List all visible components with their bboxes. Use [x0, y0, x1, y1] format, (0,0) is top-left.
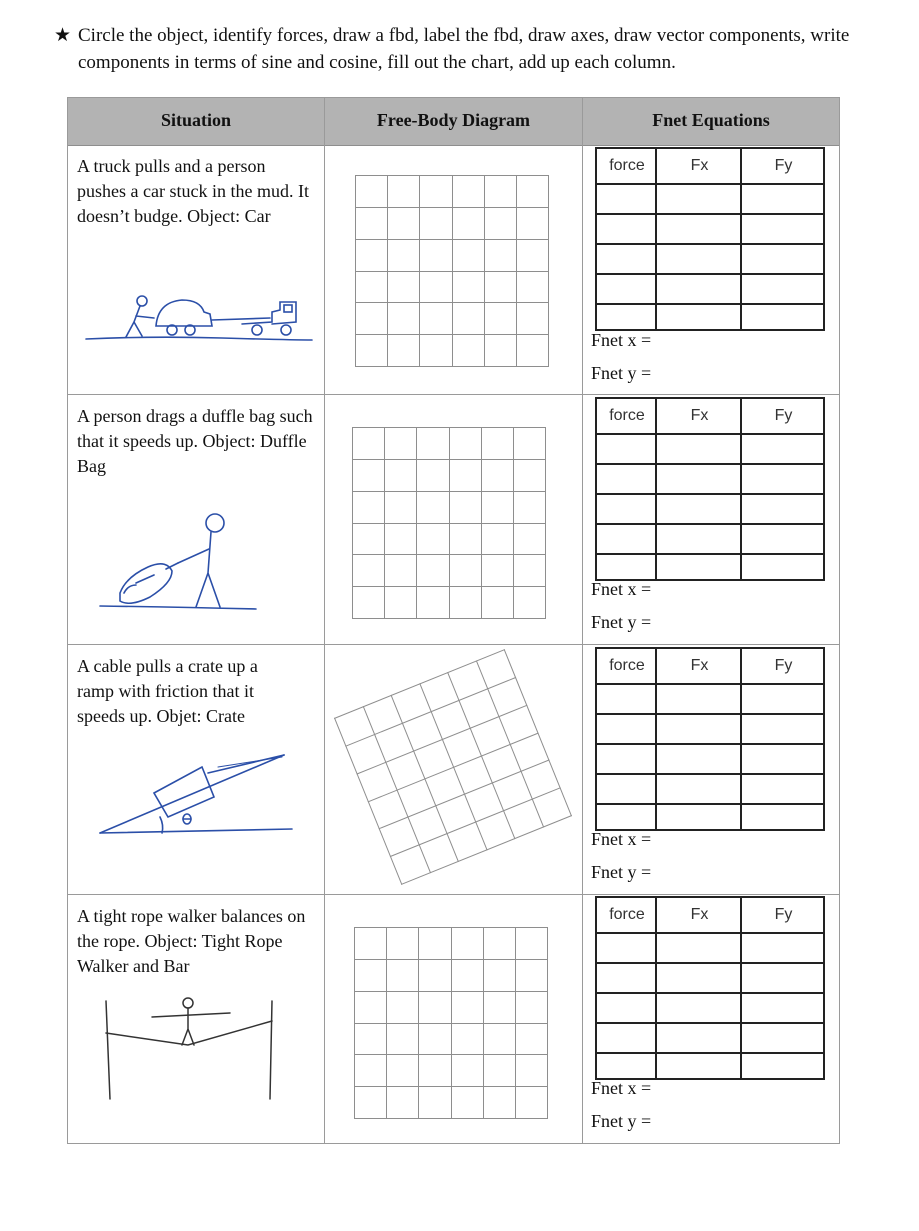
- grid-line: [354, 1054, 548, 1055]
- chart-header-fx: Fx: [690, 657, 709, 674]
- fnet-x-label: Fnet x =: [591, 579, 652, 599]
- chart-row-line: [597, 273, 823, 275]
- chart-header-fy: Fy: [774, 157, 793, 174]
- chart-column-line: [655, 149, 657, 329]
- chart-column-line: [740, 399, 742, 579]
- grid-line: [355, 271, 549, 272]
- star-icon: ★: [54, 25, 72, 46]
- fnet-x-label: Fnet x =: [591, 829, 652, 849]
- force-chart-1: [595, 147, 825, 331]
- grid-line: [547, 927, 548, 1119]
- grid-line: [355, 366, 549, 367]
- chart-header-force: force: [609, 657, 645, 674]
- fbd-grid-1: [355, 175, 549, 367]
- grid-line: [352, 586, 546, 587]
- fnet-y-label: Fnet y =: [591, 612, 652, 632]
- grid-line: [354, 1118, 548, 1119]
- chart-column-line: [655, 649, 657, 829]
- fnet-x-label: Fnet x =: [591, 330, 652, 350]
- grid-line: [368, 733, 539, 803]
- chart-row-line: [597, 743, 823, 745]
- row-divider: [68, 394, 839, 395]
- situation-text-2: A person drags a duffle bag such that it speeds up. Object: Duffle Bag: [77, 406, 313, 476]
- instructions-text: Circle the object, identify forces, draw a fbd, label the fbd, draw axes, draw vector components, write components in terms of sine and cosine, fill out the chart, add up each column.: [78, 25, 850, 73]
- chart-header-fx: Fx: [690, 157, 709, 174]
- tightrope-walker-sketch: [96, 995, 286, 1105]
- grid-line: [545, 427, 546, 619]
- grid-line: [484, 175, 485, 367]
- chart-row-line: [597, 303, 823, 305]
- chart-header-fy: Fy: [774, 407, 793, 424]
- force-chart-2: [595, 397, 825, 581]
- chart-header-fy: Fy: [774, 906, 793, 923]
- chart-row-line: [597, 213, 823, 215]
- chart-row-line: [597, 1022, 823, 1024]
- situation-text-4: A tight rope walker balances on the rope. Object: Tight Rope Walker and Bar: [77, 906, 306, 976]
- chart-column-line: [740, 649, 742, 829]
- chart-column-line: [655, 898, 657, 1078]
- grid-line: [516, 175, 517, 367]
- chart-row-line: [597, 932, 823, 934]
- table-header: [68, 98, 839, 146]
- fnet-y-label: Fnet y =: [591, 862, 652, 882]
- grid-line: [379, 759, 550, 829]
- header-fnet: Fnet Equations: [652, 110, 770, 130]
- fnet-y-label: Fnet y =: [591, 1111, 652, 1131]
- grid-line: [352, 618, 546, 619]
- column-divider: [324, 98, 325, 1143]
- grid-line: [355, 302, 549, 303]
- situation-text-3: A cable pulls a crate up a ramp with friction that it speeds up. Objet: Crate: [77, 656, 258, 726]
- row-divider: [68, 644, 839, 645]
- chart-row-line: [597, 713, 823, 715]
- chart-row-line: [597, 463, 823, 465]
- chart-column-line: [655, 399, 657, 579]
- grid-line: [352, 554, 546, 555]
- chart-row-line: [597, 803, 823, 805]
- grid-line: [354, 1023, 548, 1024]
- crate-ramp-sketch: [96, 745, 296, 840]
- chart-row-line: [597, 433, 823, 435]
- chart-row-line: [597, 683, 823, 685]
- chart-row-line: [597, 183, 823, 185]
- chart-row-line: [597, 773, 823, 775]
- chart-header-force: force: [609, 157, 645, 174]
- chart-row-line: [597, 992, 823, 994]
- chart-row-line: [597, 962, 823, 964]
- fnet-y-label: Fnet y =: [591, 363, 652, 383]
- column-divider: [582, 98, 583, 1143]
- grid-line: [352, 523, 546, 524]
- chart-header-fx: Fx: [690, 906, 709, 923]
- fbd-grid-4: [354, 927, 548, 1119]
- grid-line: [513, 427, 514, 619]
- grid-line: [481, 427, 482, 619]
- grid-line: [548, 175, 549, 367]
- chart-header-fx: Fx: [690, 407, 709, 424]
- grid-line: [354, 1086, 548, 1087]
- force-chart-3: [595, 647, 825, 831]
- chart-row-line: [597, 523, 823, 525]
- grid-line: [483, 927, 484, 1119]
- chart-row-line: [597, 243, 823, 245]
- chart-row-line: [597, 553, 823, 555]
- grid-line: [447, 672, 515, 839]
- grid-line: [355, 334, 549, 335]
- fnet-x-label: Fnet x =: [591, 1078, 652, 1098]
- person-duffle-bag-sketch: [96, 505, 261, 617]
- chart-row-line: [597, 493, 823, 495]
- fbd-grid-2: [352, 427, 546, 619]
- chart-header-force: force: [609, 407, 645, 424]
- header-fbd: Free-Body Diagram: [376, 110, 531, 130]
- chart-header-force: force: [609, 906, 645, 923]
- chart-row-line: [597, 1052, 823, 1054]
- force-chart-4: [595, 896, 825, 1080]
- situation-text-1: A truck pulls and a person pushes a car stuck in the mud. It doesn’t budge. Object: Car: [77, 156, 309, 226]
- chart-header-fy: Fy: [774, 657, 793, 674]
- row-divider: [68, 894, 839, 895]
- header-situation: Situation: [160, 110, 232, 130]
- truck-car-person-sketch: [82, 288, 317, 348]
- grid-line: [515, 927, 516, 1119]
- chart-column-line: [740, 898, 742, 1078]
- chart-column-line: [740, 149, 742, 329]
